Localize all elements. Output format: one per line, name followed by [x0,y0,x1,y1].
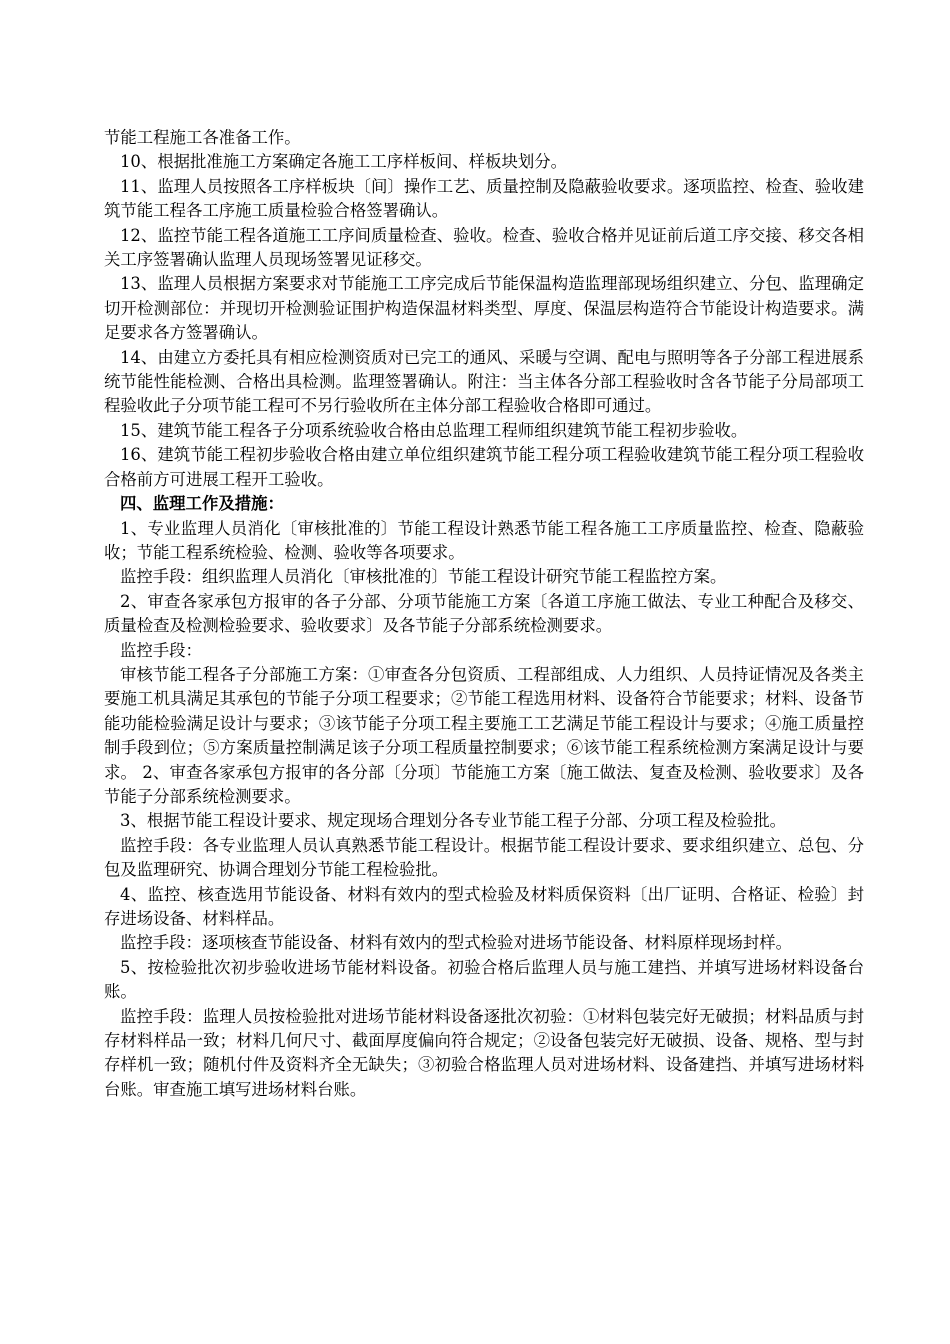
paragraph: 5、按检验批次初步验收进场节能材料设备。初验合格后监理人员与施工建挡、并填写进场材料设备台账。 [104,957,864,1002]
paragraph: 监控手段： [120,640,202,660]
paragraph: 3、根据节能工程设计要求、规定现场合理划分各专业节能工程子分部、分项工程及检验批。 [120,811,787,831]
paragraph: 15、建筑节能工程各子分项系统验收合格由总监理工程师组织建筑节能工程初步验收。 [120,420,748,440]
paragraph: 监控手段：逐项核查节能设备、材料有效内的型式检验对进场节能设备、材料原样现场封样。 [120,933,793,953]
paragraph: 4、监控、核查选用节能设备、材料有效内的型式检验及材料质保资料〔出厂证明、合格证、检验〕封存进场设备、材料样品。 [104,884,864,928]
paragraph: 监控手段：组织监理人员消化〔审核批准的〕节能工程设计研究节能工程监控方案。 [120,567,727,587]
section-heading: 四、监理工作及措施： [120,494,284,514]
paragraph: 16、建筑节能工程初步验收合格由建立单位组织建筑节能工程分项工程验收建筑节能工程分项工程验收合格前方可进展工程开工验收。 [104,445,864,489]
paragraph: 11、监理人员按照各工序样板块〔间〕操作工艺、质量控制及隐蔽验收要求。逐项监控、检查、验收建筑节能工程各工序施工质量检验合格签署确认。 [104,176,864,221]
paragraph: 节能工程施工各准备工作。 [104,128,301,147]
paragraph: 审核节能工程各子分部施工方案：①审查各分包资质、工程部组成、人力组织、人员持证情况及各类主要施工机具满足其承包的节能子分项工程要求；②节能工程选用材料、设备符合节能要求；材料、设备节能功能检验满足设计与要求；③该节能子分项工程主要施工工艺满足节能工程设计与要求；④施工质量控制手段到位；⑤方案质量控制满足该子分项工程质量控制要求；⑥该节能工程系统检测方案满足设计与要求。 2、审查各家承包方报审的各分部〔分项〕节能施工方案〔施工做法、复查及检测、验收要求〕及各节能子分部系统检测要求。 [104,664,864,806]
paragraph: 14、由建立方委托具有相应检测资质对已完工的通风、采暖与空调、配电与照明等各子分部工程进展系统节能性能检测、合格出具检测。监理签署确认。附注：当主体各分部工程验收时含各节能子分局部项工程验收此子分项节能工程可不另行验收所在主体分部工程验收合格即可通过。 [104,347,864,416]
paragraph: 13、监理人员根据方案要求对节能施工工序完成后节能保温构造监理部现场组织建立、分包、监理确定切开检测部位：并现切开检测验证围护构造保温材料类型、厚度、保温层构造符合节能设计构造要求。满足要求各方签署确认。 [104,274,864,343]
paragraph: 监控手段：监理人员按检验批对进场节能材料设备逐批次初验：①材料包装完好无破损；材料品质与封存材料样品一致；材料几何尺寸、截面厚度偏向符合规定；②设备包装完好无破损、设备、规格、型与封存样机一致；随机付件及资料齐全无缺失；③初验合格监理人员对进场材料、设备建挡、并填写进场材料台账。审查施工填写进场材料台账。 [104,1006,864,1099]
document-page [104,126,864,1102]
paragraph: 12、监控节能工程各道施工工序间质量检查、验收。检查、验收合格并见证前后道工序交接、移交各相关工序签署确认监理人员现场签署见证移交。 [104,225,864,270]
paragraph: 2、审查各家承包方报审的各子分部、分项节能施工方案〔各道工序施工做法、专业工种配合及移交、质量检查及检测检验要求、验收要求〕及各节能子分部系统检测要求。 [104,591,864,636]
paragraph: 10、根据批准施工方案确定各施工工序样板间、样板块划分。 [120,152,568,172]
paragraph: 监控手段：各专业监理人员认真熟悉节能工程设计。根据节能工程设计要求、要求组织建立、总包、分包及监理研究、协调合理划分节能工程检验批。 [104,835,864,880]
paragraph: 1、专业监理人员消化〔审核批准的〕节能工程设计熟悉节能工程各施工工序质量监控、检查、隐蔽验收；节能工程系统检验、检测、验收等各项要求。 [104,518,864,562]
